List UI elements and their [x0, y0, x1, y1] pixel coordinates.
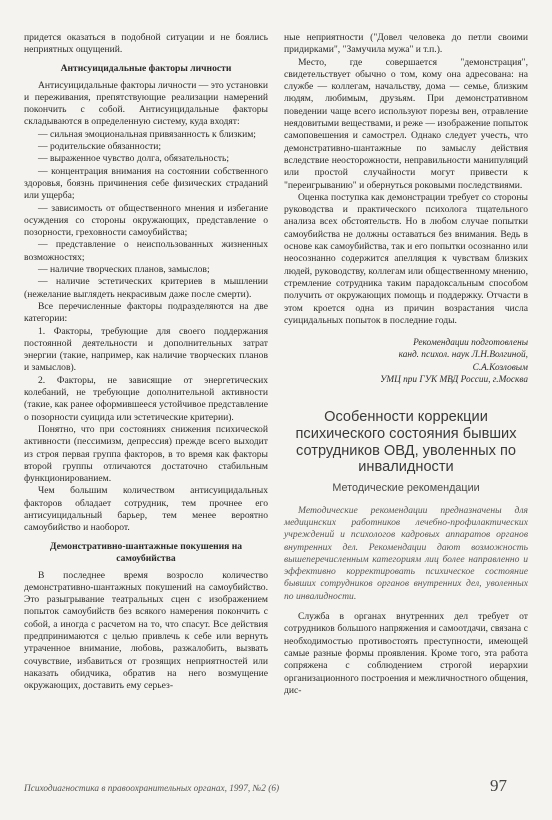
section-heading-antisuicidal-factors: Антисуицидальные факторы личности — [60, 62, 232, 74]
paragraph: Все перечисленные факторы подразделяются на две категории: — [24, 300, 268, 325]
paragraph: Место, где совершается "демонстрация", свидетельствует обычно о том, кому она адресована: на службе — коллегам, начальству, дома — семье, близким людям, любимым, друзьям. При демонстративном поведении чаще всего используют порезы вен, отравление неядовитыми веществами, и реже — изображение попыток самоповешения и самострел. Однако следует учесть, что демонстративно-шантажные по замыслу действия вследствие неосторожности, неправильности манипуляций или простой случайности могут привести к "переигрыванию" и обернуться роковыми последствиями. — [284, 56, 528, 191]
left-column — [24, 32, 268, 693]
list-item: — родительские обязанности; — [38, 141, 162, 153]
article-title: Особенности коррекции психического состояния бывших сотрудников ОВД, уволенных по инвалидности — [295, 409, 517, 476]
paragraph: 2. Факторы, не зависящие от энергетических колебаний, не требующие дополнительной активности (такие, как ранее оформившееся устойчивое представление о позорности суицида или эстетические критерии). — [24, 374, 268, 423]
credit-line: УМЦ при ГУК МВД России, г.Москва — [380, 375, 528, 386]
paragraph: ные неприятности ("Довел человека до петли своими придирками", "Замучила мужа" и т.п.). — [284, 32, 528, 56]
list-item: — выраженное чувство долга, обязательность; — [38, 153, 230, 165]
paragraph: придется оказаться в подобной ситуации и не боялись неприятных ощущений. — [24, 32, 268, 56]
section-heading-demonstrative-attempts: Демонстративно-шантажные покушения на самоубийства — [49, 540, 243, 564]
list-item: — представление о неиспользованных жизненных возможностях; — [24, 239, 268, 263]
list-item: — наличие эстетических критериев в мышлении (нежелание выглядеть некрасивым даже после смерти). — [24, 276, 268, 300]
credit-line: канд. психол. наук Л.Н.Волгиной, — [398, 350, 528, 361]
page-number: 97 — [490, 776, 507, 795]
paragraph: Служба в органах внутренних дел требует от сотрудников большого напряжения и самоотдачи, связана с необходимостью противостоять преступности, имеющей самые разные формы проявления. Кроме того, эта работа сопряжена с соблюдением строгой иерархии организационного построения и межличностного общения, дис- — [284, 611, 528, 696]
paragraph: Антисуицидальные факторы личности — это установки и переживания, препятствующие реализации намерений покончить с собой. Антисуицидальные факторы складываются в определенную систему, куда входят: — [24, 79, 269, 128]
journal-footer: Психодиагностика в правоохранительных органах, 1997, №2 (6) — [24, 784, 280, 794]
paragraph: 1. Факторы, требующие для своего поддержания постоянной деятельности и дополнительных затрат энергии (такие, например, как наличие творческих планов и замыслов). — [24, 325, 268, 374]
paragraph: Чем большим количеством антисуицидальных факторов обладает сотрудник, тем прочнее его антисуицидальный барьер, тем менее вероятно самоубийство и наоборот. — [24, 485, 268, 534]
credit-line: Рекомендации подготовлены — [413, 338, 528, 349]
list-item: — концентрация внимания на состоянии собственного здоровья, боязнь причинения себе физических страданий или ущерба; — [24, 165, 268, 202]
right-column — [284, 32, 528, 697]
list-item: — наличие творческих планов, замыслов; — [38, 264, 210, 276]
list-item: — сильная эмоциональная привязанность к близким; — [38, 128, 256, 140]
paragraph: В последнее время возросло количество демонстративно-шантажных покушений на самоубийство. Это разыгрывание театральных сцен с изображением попыток самоубийств без всякого намерения покончить с собой, а иногда с расчетом на то, что спасут. Все действия предпринимаются с целью привлечь к себе или вернуть утраченное внимание, любовь, разжалобить, вызвать сочувствие, избавиться от грозящих неприятностей или наказать обидчика, обратив на него возмущение окружающих, доставить ему серьез- — [24, 569, 268, 692]
paragraph: Понятно, что при состояниях снижения психической активности (пессимизм, депрессия) прежде всего выходит из строя первая группа факторов, в то время как факторы второй группы отличаются достаточно стабильным функционированием. — [24, 423, 268, 485]
list-item: — зависимость от общественного мнения и избегание осуждения со стороны окружающих, представление о позорности, греховности самоубийства; — [24, 202, 268, 239]
paragraph: Оценка поступка как демонстрации требует со стороны руководства и практического психолога тщательного анализа всех обстоятельств. Но в любом случае попытки самоубийства не должны оставаться без внимания. Ведь в основе как самоубийства, так и его попытки осознанно или неосознанно содержится апелляция к чувствам близких людей, руководству, коллегам или общественному мнению, стремление сотрудника таким парадоксальным способом получить от окружающих помощь и поддержку. Отчасти в этом кроется одна из причин возрастания числа суицидальных попыток в последние годы. — [284, 191, 528, 326]
author-credits — [344, 337, 528, 386]
article-subtitle: Методические рекомендации — [332, 481, 480, 494]
credit-line: С.А.Козловым — [472, 362, 528, 373]
article-abstract: Методические рекомендации предназначены для медицинских работников лечебно-профилактических учреждений и психологов кадровых аппаратов органов внутренних дел. Рекомендации дают возможность вышеперечисленным категориям лиц более направленно и эффективно корректировать психическое состояние бывших сотрудников органов внутренних дел, уволенных по инвалидности. — [284, 504, 528, 602]
